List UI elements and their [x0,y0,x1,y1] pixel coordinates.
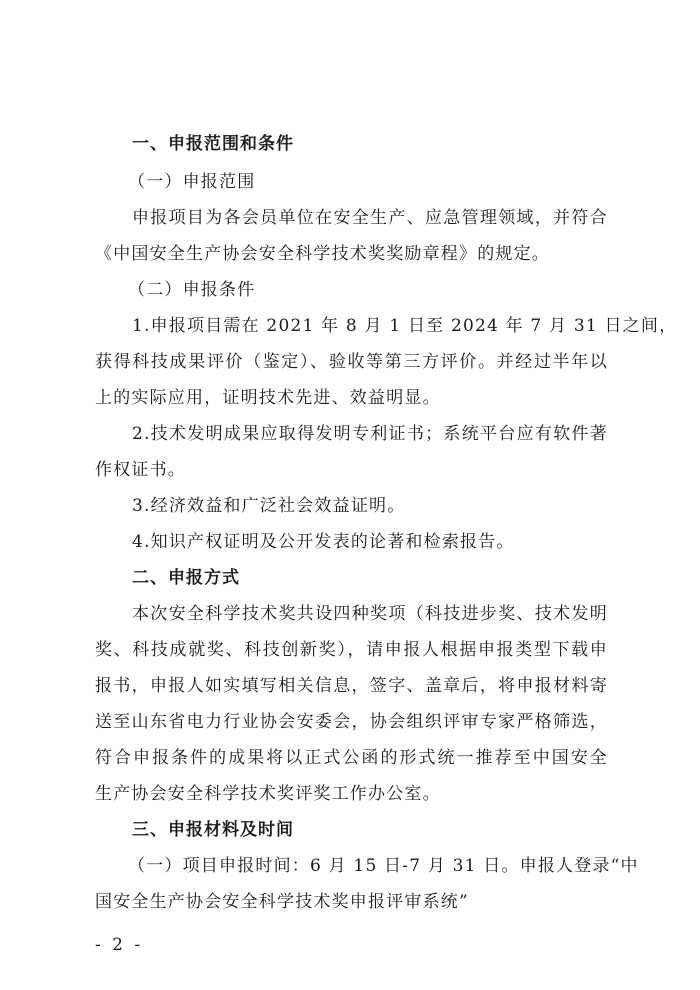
paragraph-line: 上的实际应用，证明技术先进、效益明显。 [95,388,441,408]
paragraph-line: 申报项目为各会员单位在安全生产、应急管理领域，并符合 [132,208,608,228]
paragraph-line: 符合申报条件的成果将以正式公函的形式统一推荐至中国安全 [95,748,608,768]
page-number: - 2 - [95,935,144,955]
paragraph-line: 《中国安全生产协会安全科学技术奖奖励章程》的规定。 [95,244,550,264]
paragraph-line: 4.知识产权证明及公开发表的论著和检索报告。 [132,532,515,552]
section-heading-materials: 三、申报材料及时间 [132,820,294,840]
paragraph-line: （一）项目申报时间：6 月 15 日-7 月 31 日。申报人登录“中 [128,856,639,876]
section-heading-method: 二、申报方式 [132,568,240,588]
paragraph-line: 3.经济效益和广泛社会效益证明。 [132,496,406,516]
paragraph-line: 送至山东省电力行业协会安委会，协会组织评审专家严格筛选， [95,712,608,732]
subsection-heading-conditions: （二）申报条件 [128,280,256,300]
paragraph-line: 生产协会安全科学技术奖评奖工作办公室。 [95,784,441,804]
paragraph-line: 1.申报项目需在 2021 年 8 月 1 日至 2024 年 7 月 31 日之间， [132,316,678,336]
paragraph-line: 作权证书。 [95,460,186,480]
paragraph-line: 本次安全科学技术奖共设四种奖项（科技进步奖、技术发明 [132,604,608,624]
subsection-heading-scope: （一）申报范围 [128,172,256,192]
paragraph-line: 国安全生产协会安全科学技术奖申报评审系统” [95,892,469,912]
paragraph-line: 报书，申报人如实填写相关信息，签字、盖章后，将申报材料寄 [95,676,608,696]
paragraph-line: 2.技术发明成果应取得发明专利证书；系统平台应有软件著 [132,424,608,444]
section-heading-scope: 一、申报范围和条件 [132,134,294,154]
paragraph-line: 奖、科技成就奖、科技创新奖），请申报人根据申报类型下载申 [95,640,608,660]
paragraph-line: 获得科技成果评价（鉴定）、验收等第三方评价。并经过半年以 [95,352,608,372]
